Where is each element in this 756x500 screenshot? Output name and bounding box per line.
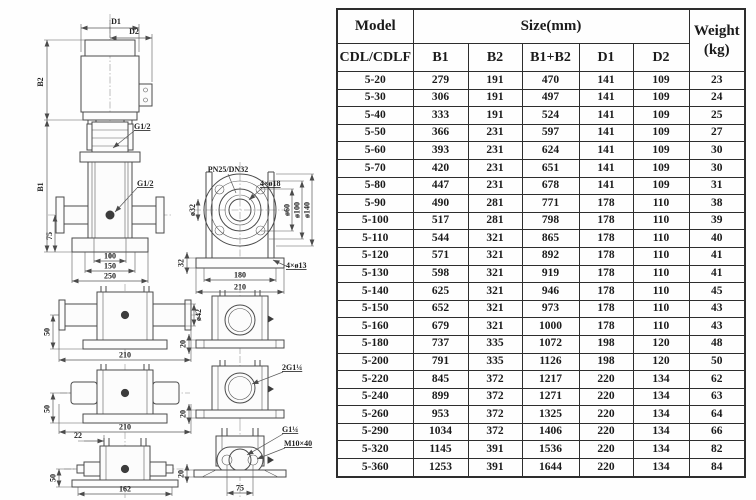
value-cell: 919 [522, 265, 579, 283]
value-cell: 30 [689, 159, 745, 177]
value-cell: 48 [689, 335, 745, 353]
pump-dimension-drawing [0, 0, 337, 500]
value-cell: 110 [633, 212, 689, 230]
value-cell: 38 [689, 195, 745, 213]
dim-label-22: 22 [74, 431, 82, 440]
value-cell: 791 [413, 353, 468, 371]
model-cell: 5-120 [337, 247, 413, 265]
value-cell: 141 [579, 89, 633, 107]
table-row [337, 124, 745, 142]
model-cell: 5-70 [337, 159, 413, 177]
value-cell: 321 [468, 318, 522, 336]
dim-label-b2: B2 [36, 77, 45, 87]
value-cell: 1253 [413, 459, 468, 477]
model-cell: 5-80 [337, 177, 413, 195]
value-cell: 178 [579, 300, 633, 318]
dim-label-20-a: 20 [178, 340, 188, 348]
table-row [337, 459, 745, 477]
side-view-threaded [49, 431, 187, 498]
value-cell: 134 [633, 406, 689, 424]
dim-label-50-c: 50 [48, 474, 58, 482]
value-cell: 220 [579, 441, 633, 459]
value-cell: 109 [633, 107, 689, 125]
dim-label-75: 75 [45, 232, 54, 240]
model-cell: 5-130 [337, 265, 413, 283]
value-cell: 470 [522, 72, 579, 90]
value-cell: 737 [413, 335, 468, 353]
header-weight-line1: Weight [693, 22, 740, 39]
value-cell: 84 [689, 459, 745, 477]
value-cell: 178 [579, 247, 633, 265]
table-row [337, 72, 745, 90]
value-cell: 198 [579, 335, 633, 353]
header-col-b1b2: B1+B2 [522, 44, 579, 72]
value-cell: 191 [468, 89, 522, 107]
table-row [337, 212, 745, 230]
dim-label-o60: ø60 [282, 204, 292, 216]
value-cell: 141 [579, 177, 633, 195]
value-cell: 134 [633, 371, 689, 389]
value-cell: 946 [522, 283, 579, 301]
pump-base [72, 238, 148, 252]
value-cell: 1325 [522, 406, 579, 424]
dim-label-250: 250 [104, 271, 116, 281]
header-col-b1: B1 [413, 44, 468, 72]
value-cell: 597 [522, 124, 579, 142]
value-cell: 517 [413, 212, 468, 230]
value-cell: 178 [579, 283, 633, 301]
model-cell: 5-60 [337, 142, 413, 160]
dim-label-75-port: 75 [236, 483, 244, 493]
value-cell: 544 [413, 230, 468, 248]
value-cell: 220 [579, 388, 633, 406]
front-view [36, 14, 172, 283]
model-cell: 5-360 [337, 459, 413, 477]
value-cell: 321 [468, 300, 522, 318]
value-cell: 624 [522, 142, 579, 160]
value-cell: 40 [689, 230, 745, 248]
table-row [337, 89, 745, 107]
header-col-d2: D2 [633, 44, 689, 72]
value-cell: 372 [468, 423, 522, 441]
vent-plug-label: G1/2 [134, 122, 151, 131]
value-cell: 865 [522, 230, 579, 248]
value-cell: 490 [413, 195, 468, 213]
dim-label-210-b: 210 [119, 422, 131, 432]
value-cell: 771 [522, 195, 579, 213]
flange-base-plate [196, 258, 284, 268]
value-cell: 110 [633, 283, 689, 301]
model-cell: 5-180 [337, 335, 413, 353]
table-row [337, 423, 745, 441]
value-cell: 66 [689, 423, 745, 441]
dim-label-210-a: 210 [119, 350, 131, 360]
value-cell: 892 [522, 247, 579, 265]
value-cell: 798 [522, 212, 579, 230]
value-cell: 899 [413, 388, 468, 406]
value-cell: 27 [689, 124, 745, 142]
header-model-series: CDL/CDLF [337, 44, 413, 72]
value-cell: 497 [522, 89, 579, 107]
value-cell: 134 [633, 423, 689, 441]
header-weight-line2: (kg) [703, 41, 730, 58]
thread-label-g114: G1¼ [282, 425, 299, 434]
value-cell: 281 [468, 212, 522, 230]
value-cell: 141 [579, 142, 633, 160]
value-cell: 372 [468, 371, 522, 389]
model-cell: 5-220 [337, 371, 413, 389]
thread-label-2g114: 2G1¼ [282, 363, 303, 372]
value-cell: 62 [689, 371, 745, 389]
value-cell: 220 [579, 423, 633, 441]
model-cell: 5-290 [337, 423, 413, 441]
table-row [337, 265, 745, 283]
model-cell: 5-160 [337, 318, 413, 336]
right-flange [156, 197, 164, 233]
value-cell: 41 [689, 247, 745, 265]
value-cell: 64 [689, 406, 745, 424]
value-cell: 120 [633, 353, 689, 371]
value-cell: 141 [579, 159, 633, 177]
model-cell: 5-90 [337, 195, 413, 213]
value-cell: 366 [413, 124, 468, 142]
value-cell: 652 [413, 300, 468, 318]
port-view-3 [177, 424, 313, 498]
value-cell: 231 [468, 142, 522, 160]
value-cell: 30 [689, 142, 745, 160]
value-cell: 391 [468, 459, 522, 477]
value-cell: 571 [413, 247, 468, 265]
table-row [337, 283, 745, 301]
value-cell: 24 [689, 89, 745, 107]
model-cell: 5-240 [337, 388, 413, 406]
value-cell: 220 [579, 371, 633, 389]
drain-plug-label: G1/2 [137, 179, 154, 188]
table-row [337, 247, 745, 265]
model-cell: 5-100 [337, 212, 413, 230]
value-cell: 134 [633, 459, 689, 477]
value-cell: 306 [413, 89, 468, 107]
value-cell: 134 [633, 388, 689, 406]
value-cell: 279 [413, 72, 468, 90]
dim-label-o100: ø100 [292, 202, 302, 218]
dim-label-d1: D1 [111, 17, 121, 26]
value-cell: 110 [633, 300, 689, 318]
dim-label-d2: D2 [129, 27, 139, 36]
value-cell: 391 [468, 441, 522, 459]
value-cell: 678 [522, 177, 579, 195]
coupling-lantern [92, 122, 128, 152]
model-cell: 5-260 [337, 406, 413, 424]
value-cell: 447 [413, 177, 468, 195]
table-row [337, 142, 745, 160]
dim-label-150: 150 [104, 261, 116, 271]
base-holes-label: 4×ø13 [286, 261, 307, 270]
dim-label-o42: ø42 [194, 309, 203, 321]
motor-cap [85, 40, 135, 56]
value-cell: 1536 [522, 441, 579, 459]
flange-top-view [177, 162, 315, 294]
value-cell: 110 [633, 265, 689, 283]
model-cell: 5-110 [337, 230, 413, 248]
value-cell: 178 [579, 265, 633, 283]
value-cell: 23 [689, 72, 745, 90]
drain-plug [106, 211, 114, 219]
value-cell: 1217 [522, 371, 579, 389]
dim-label-20-b: 20 [178, 410, 188, 418]
value-cell: 953 [413, 406, 468, 424]
value-cell: 973 [522, 300, 579, 318]
table-row [337, 388, 745, 406]
table-row [337, 406, 745, 424]
value-cell: 625 [413, 283, 468, 301]
dimensions-table-wrap [336, 8, 746, 478]
dimensions-table [336, 8, 746, 478]
value-cell: 178 [579, 212, 633, 230]
value-cell: 281 [468, 195, 522, 213]
value-cell: 82 [689, 441, 745, 459]
value-cell: 134 [633, 441, 689, 459]
dim-label-100: 100 [104, 251, 116, 261]
value-cell: 198 [579, 353, 633, 371]
value-cell: 41 [689, 265, 745, 283]
value-cell: 231 [468, 124, 522, 142]
table-row [337, 353, 745, 371]
model-cell: 5-320 [337, 441, 413, 459]
value-cell: 141 [579, 107, 633, 125]
value-cell: 335 [468, 335, 522, 353]
port-view-2 [179, 356, 303, 424]
value-cell: 231 [468, 177, 522, 195]
table-row [337, 195, 745, 213]
model-cell: 5-150 [337, 300, 413, 318]
bolt-holes-label: 4×ø18 [260, 179, 281, 188]
value-cell: 1644 [522, 459, 579, 477]
value-cell: 1406 [522, 423, 579, 441]
value-cell: 43 [689, 318, 745, 336]
dim-label-20-c: 20 [176, 470, 186, 478]
value-cell: 321 [468, 283, 522, 301]
dim-label-o140: ø140 [302, 202, 312, 218]
terminal-box [139, 84, 152, 106]
value-cell: 110 [633, 318, 689, 336]
bolt-label-m10x40: M10×40 [284, 439, 313, 448]
value-cell: 1072 [522, 335, 579, 353]
model-cell: 5-140 [337, 283, 413, 301]
header-col-d1: D1 [579, 44, 633, 72]
table-row [337, 300, 745, 318]
dim-label-162: 162 [119, 484, 131, 494]
value-cell: 63 [689, 388, 745, 406]
table-body [337, 72, 745, 477]
value-cell: 845 [413, 371, 468, 389]
value-cell: 333 [413, 107, 468, 125]
table-row [337, 371, 745, 389]
header-col-b2: B2 [468, 44, 522, 72]
value-cell: 178 [579, 318, 633, 336]
value-cell: 1034 [413, 423, 468, 441]
flange-rating-label: PN25/DN32 [207, 165, 249, 174]
side-view-flanged [43, 284, 204, 362]
value-cell: 651 [522, 159, 579, 177]
value-cell: 141 [579, 124, 633, 142]
value-cell: 191 [468, 72, 522, 90]
table-row [337, 318, 745, 336]
value-cell: 598 [413, 265, 468, 283]
value-cell: 45 [689, 283, 745, 301]
table-row [337, 107, 745, 125]
value-cell: 178 [579, 195, 633, 213]
dim-label-50-b: 50 [42, 405, 52, 413]
header-weight [689, 9, 745, 72]
dim-label-180: 180 [234, 270, 246, 280]
value-cell: 120 [633, 335, 689, 353]
side-view-oval [43, 364, 192, 434]
value-cell: 109 [633, 159, 689, 177]
value-cell: 109 [633, 142, 689, 160]
table-row [337, 441, 745, 459]
left-flange [56, 197, 64, 233]
value-cell: 679 [413, 318, 468, 336]
value-cell: 372 [468, 388, 522, 406]
dim-label-b1: B1 [36, 182, 45, 192]
value-cell: 1126 [522, 353, 579, 371]
table-row [337, 335, 745, 353]
value-cell: 178 [579, 230, 633, 248]
table-row [337, 177, 745, 195]
value-cell: 393 [413, 142, 468, 160]
value-cell: 1271 [522, 388, 579, 406]
value-cell: 43 [689, 300, 745, 318]
value-cell: 1145 [413, 441, 468, 459]
model-cell: 5-30 [337, 89, 413, 107]
value-cell: 110 [633, 230, 689, 248]
dim-label-50-a: 50 [42, 328, 52, 336]
pump-barrel [88, 162, 132, 238]
header-size-group: Size(mm) [413, 9, 689, 44]
dim-label-o32: ø32 [188, 204, 197, 216]
model-cell: 5-200 [337, 353, 413, 371]
table-row [337, 230, 745, 248]
model-cell: 5-50 [337, 124, 413, 142]
model-cell: 5-20 [337, 72, 413, 90]
header-model: Model [337, 9, 413, 44]
value-cell: 220 [579, 406, 633, 424]
value-cell: 141 [579, 72, 633, 90]
value-cell: 335 [468, 353, 522, 371]
value-cell: 109 [633, 89, 689, 107]
model-cell: 5-40 [337, 107, 413, 125]
value-cell: 321 [468, 265, 522, 283]
value-cell: 321 [468, 247, 522, 265]
dim-label-32: 32 [176, 259, 186, 267]
value-cell: 110 [633, 247, 689, 265]
value-cell: 31 [689, 177, 745, 195]
value-cell: 1000 [522, 318, 579, 336]
value-cell: 524 [522, 107, 579, 125]
value-cell: 191 [468, 107, 522, 125]
value-cell: 39 [689, 212, 745, 230]
value-cell: 50 [689, 353, 745, 371]
value-cell: 220 [579, 459, 633, 477]
value-cell: 110 [633, 195, 689, 213]
table-row [337, 159, 745, 177]
value-cell: 25 [689, 107, 745, 125]
value-cell: 321 [468, 230, 522, 248]
value-cell: 109 [633, 72, 689, 90]
value-cell: 420 [413, 159, 468, 177]
dim-label-210-flange: 210 [234, 282, 246, 292]
value-cell: 231 [468, 159, 522, 177]
value-cell: 372 [468, 406, 522, 424]
value-cell: 109 [633, 177, 689, 195]
value-cell: 109 [633, 124, 689, 142]
